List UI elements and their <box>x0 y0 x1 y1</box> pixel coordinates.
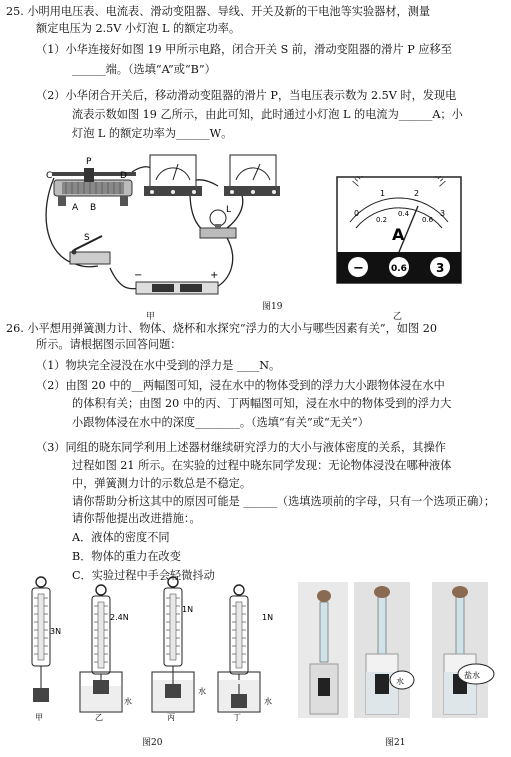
q26-line-2: 所示。请根据图示回答问题： <box>36 338 182 351</box>
q26-line-6: 小跟物体浸在水中的深度________。（选填“有关”或“无关”） <box>72 416 369 429</box>
water-label-ding: 水 <box>264 697 272 706</box>
fig19-label-yi: 乙 <box>393 312 403 322</box>
scale-bottom-1: 0.4 <box>398 210 410 218</box>
q26-option-c: C．实验过程中手会轻微抖动 <box>72 569 215 582</box>
q26-option-a: A．液体的密度不同 <box>72 531 170 544</box>
panel-bing: 丙 <box>167 713 175 722</box>
q25-line-7: 灯泡 L 的额定功率为______W。 <box>72 127 233 140</box>
label-b: B <box>90 203 97 213</box>
water-label-bing: 水 <box>198 687 206 696</box>
q26-line-8: 过程如图 21 所示。在实验的过程中晓东同学发现：无论物体浸没在哪种液体 <box>72 459 452 472</box>
label-l: L <box>226 205 232 215</box>
photo-1 <box>298 582 348 718</box>
q26-option-b: B．物体的重力在改变 <box>72 550 181 563</box>
q26-line-5: 的体积有关；由图 20 中的丙、丁两幅图可知，浸在水中的物体受到的浮力大 <box>72 397 452 410</box>
terminal-minus: − <box>353 261 364 276</box>
scale-top-3: 3 <box>440 209 446 218</box>
scale-bottom-0: 0.2 <box>376 216 388 224</box>
reading-yi: 2.4N <box>110 613 129 622</box>
voltmeter-device <box>224 155 280 196</box>
scale-top-0: 0 <box>354 209 360 218</box>
figure-21 <box>298 582 506 722</box>
q26-line-1: 26. 小平想用弹簧测力计、物体、烧杯和水探究“浮力的大小与哪些因素有关”，如图 20 <box>6 322 437 335</box>
q25-line-4: ______端。（选填“A”或“B”） <box>72 63 216 76</box>
ammeter-unit: A <box>392 225 405 244</box>
figure-19-circuit <box>40 150 280 300</box>
photo-3 <box>432 582 488 718</box>
label-p: P <box>86 157 92 167</box>
q26-line-9: 中，弹簧测力计的示数总是不稳定。 <box>72 477 252 490</box>
figure-20 <box>22 576 284 726</box>
battery-holder <box>134 270 218 294</box>
q26-line-7: （3）同组的晓东同学利用上述器材继续研究浮力的大小与液体密度的关系，其操作 <box>36 441 446 454</box>
label-c: C <box>46 171 53 181</box>
q26-line-3: （1）物块完全浸没在水中受到的浮力是 ____N。 <box>36 359 281 372</box>
photo-2 <box>354 582 410 718</box>
q25-line-3: （1）小华连接好如图 19 甲所示电路，闭合开关 S 前，滑动变阻器的滑片 P 应移至 <box>36 43 452 56</box>
fig19-label-jia: 甲 <box>146 312 156 322</box>
fig21-water-bubble: 水 <box>396 677 404 686</box>
panel-yi: 乙 <box>95 713 103 722</box>
q26-line-4: （2）由图 20 中的__两幅图可知，浸在水中的物体受到的浮力大小跟物体浸在水中 <box>36 379 445 392</box>
q25-line-6: 流表示数如图 19 乙所示，由此可知，此时通过小灯泡 L 的电流为______A；小 <box>72 108 463 121</box>
scale-bottom-2: 0.6 <box>422 216 434 224</box>
terminal-0-6: 0.6 <box>391 264 407 274</box>
q25-line-1: 25. 小明用电压表、电流表、滑动变阻器、导线、开关及新的干电池等实验器材，测量 <box>6 5 431 18</box>
q25-line-2: 额定电压为 2.5V 小灯泡 L 的额定功率。 <box>36 22 241 35</box>
scale-top-2: 2 <box>414 189 420 198</box>
label-d: D <box>120 171 127 181</box>
q26-line-10: 请你帮助分析这其中的原因可能是 ______（选填选项前的字母，只有一个选项正确）； <box>72 495 496 508</box>
svg-text:−: − <box>134 270 143 281</box>
label-s: S <box>84 233 90 243</box>
reading-ding: 1N <box>262 613 274 622</box>
fig21-caption: 图21 <box>385 738 406 748</box>
panel-ding: 丁 <box>233 713 241 722</box>
ammeter-device <box>144 155 202 196</box>
fig20-caption: 图20 <box>142 738 163 748</box>
fig19-caption: 图19 <box>262 302 283 312</box>
switch-s <box>70 236 110 264</box>
panel-jia: 甲 <box>35 713 43 722</box>
water-label-yi: 水 <box>124 697 132 706</box>
q26-line-11: 请你帮他提出改进措施：。 <box>72 512 201 525</box>
terminal-3: 3 <box>436 261 445 275</box>
fig21-salt-water-bubble: 盐水 <box>464 671 480 680</box>
reading-bing: 1N <box>182 605 194 614</box>
q25-line-5: （2）小华闭合开关后，移动滑动变阻器的滑片 P，当电压表示数为 2.5V 时，发现电 <box>36 89 457 102</box>
svg-text:+: + <box>210 270 219 281</box>
reading-jia: 3N <box>50 627 62 636</box>
scale-top-1: 1 <box>380 189 386 198</box>
label-a: A <box>72 203 79 213</box>
figure-19-ammeter-dial <box>336 176 462 284</box>
